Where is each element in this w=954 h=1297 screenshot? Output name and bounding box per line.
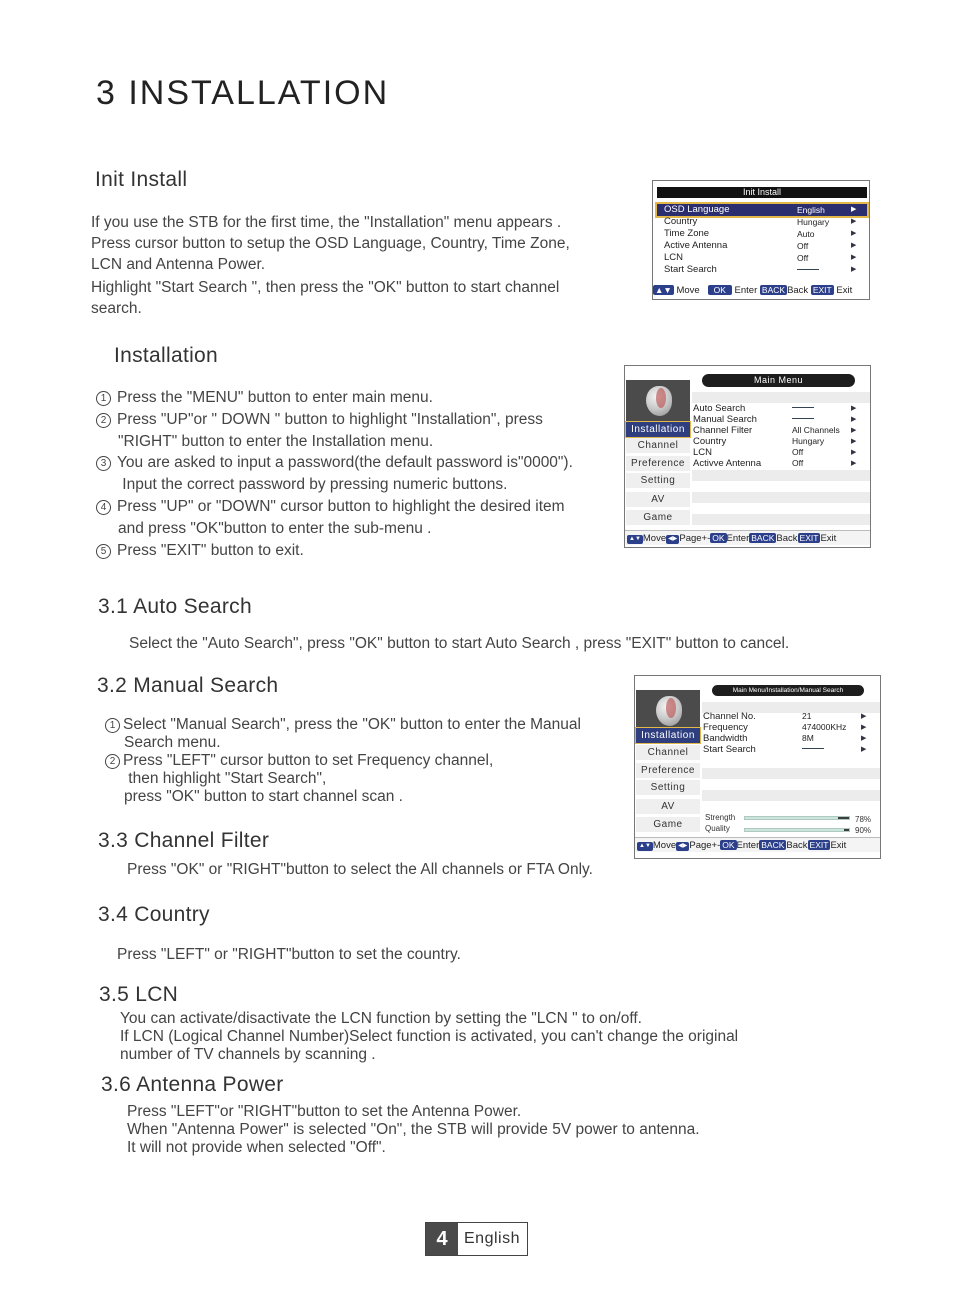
menu-row-channel-no[interactable] [703, 711, 875, 722]
paragraph-line: LCN and Antenna Power. [91, 256, 266, 273]
up-down-icon: ▲▼ [629, 536, 641, 542]
right-arrow-icon: ▶ [851, 230, 857, 237]
row-label: Activve Antenna [693, 458, 762, 469]
step-number: 2 [105, 754, 120, 769]
step-number: 1 [105, 718, 120, 733]
side-item-installation[interactable]: Installation [626, 422, 690, 437]
manual-search-screen [634, 675, 881, 859]
right-arrow-icon: ▶ [851, 427, 857, 434]
row-label: Channel Filter [693, 425, 753, 436]
paragraph-line: If LCN (Logical Channel Number)Select function is activated, you can't change the original [120, 1028, 739, 1045]
enter-arrow-icon [792, 414, 814, 425]
right-arrow-icon: ▶ [851, 449, 857, 456]
row-label: Active Antenna [664, 240, 728, 251]
row-label: Manual Search [693, 414, 757, 425]
strength-label: Strength [705, 813, 736, 822]
footer-enter: Enter [736, 840, 760, 851]
row-value: Off [792, 458, 804, 468]
menu-row-start-search[interactable] [657, 264, 867, 276]
step-line: Select "Manual Search", press the "OK" button to enter the Manual [123, 716, 581, 733]
step-4-cont: and press "OK"button to enter the sub-menu . [118, 519, 432, 537]
menu-row-lcn[interactable] [693, 447, 865, 458]
step-2-cont: "RIGHT" button to enter the Installation menu. [118, 432, 434, 450]
row-value: 8M [802, 733, 814, 743]
menu-row-active-antenna[interactable] [693, 458, 865, 469]
step-line: Press "UP"or " DOWN " button to highlight "Installation", press [117, 410, 543, 428]
step-line: Press the "MENU" button to enter main menu. [117, 389, 433, 406]
right-arrow-icon: ▶ [851, 405, 857, 412]
side-item-setting[interactable]: Setting [626, 473, 690, 488]
footer-page: Page+- [679, 533, 711, 544]
screen-footer [653, 284, 869, 298]
row-value: Off [792, 447, 804, 457]
tv-logo-image [626, 380, 690, 422]
row-label: Country [693, 436, 727, 447]
side-item-channel[interactable]: Channel [626, 438, 690, 453]
screen-title: Main Menu/Installation/Manual Search [712, 685, 864, 696]
side-item-channel[interactable]: Channel [636, 745, 700, 760]
exit-key: EXIT [812, 285, 832, 295]
right-arrow-icon: ▶ [851, 206, 857, 213]
manual-search-steps [105, 716, 630, 806]
row-label: Channel No. [703, 711, 756, 722]
menu-row-manual-search[interactable] [693, 414, 865, 425]
side-item-installation[interactable]: Installation [636, 728, 700, 743]
side-item-av[interactable]: AV [626, 492, 690, 507]
up-down-icon: ▲▼ [655, 285, 672, 295]
step-1-cont: Search menu. [124, 734, 221, 751]
right-arrow-icon: ▶ [851, 416, 857, 423]
menu-row-channel-filter[interactable] [693, 425, 865, 436]
menu-row-time-zone[interactable] [657, 228, 867, 240]
page-footer [425, 1222, 528, 1256]
paragraph-line: search. [91, 300, 142, 317]
paragraph-line: You can activate/disactivate the LCN function by setting the "LCN " to on/off. [120, 1010, 642, 1027]
enter-arrow-icon [792, 403, 814, 414]
screen-title: Main Menu [702, 374, 855, 387]
section-heading-channel-filter: 3.3 Channel Filter [98, 829, 270, 852]
step-4 [96, 496, 616, 518]
right-arrow-icon: ▶ [851, 218, 857, 225]
paragraph-line: If you use the STB for the first time, the "Installation" menu appears . [91, 214, 562, 231]
row-label: Auto Search [693, 403, 746, 414]
menu-row-country[interactable] [693, 436, 865, 447]
row-label: Time Zone [664, 228, 710, 239]
row-value: 21 [802, 711, 812, 721]
back-key: BACK [761, 285, 786, 295]
right-arrow-icon: ▶ [851, 460, 857, 467]
step-number: 2 [96, 413, 111, 428]
side-item-preference[interactable]: Preference [626, 456, 690, 471]
step-3 [96, 452, 616, 474]
row-label: Country [664, 216, 698, 227]
right-arrow-icon: ▶ [851, 266, 857, 273]
step-5 [96, 540, 616, 562]
right-arrow-icon: ▶ [861, 724, 867, 731]
right-arrow-icon: ▶ [861, 735, 867, 742]
menu-row-auto-search[interactable] [693, 403, 865, 414]
menu-row-start-search[interactable] [703, 744, 875, 755]
side-item-setting[interactable]: Setting [636, 780, 700, 795]
footer-exit: Exit [830, 840, 847, 851]
menu-row-country[interactable] [657, 216, 867, 228]
step-line: Press "UP" or "DOWN" cursor button to highlight the desired item [117, 497, 565, 515]
exit-key: EXIT [809, 840, 829, 850]
section-heading-lcn: 3.5 LCN [99, 983, 179, 1006]
init-install-text [91, 212, 631, 319]
section-heading-auto-search: 3.1 Auto Search [98, 595, 252, 618]
right-arrow-icon: ▶ [851, 438, 857, 445]
lcn-text [120, 1010, 738, 1064]
step-2-cont: press "OK" button to start channel scan . [124, 788, 403, 805]
footer-move: Move [676, 285, 700, 296]
row-label: Bandwidth [703, 733, 748, 744]
section-heading-country: 3.4 Country [98, 903, 210, 926]
section-heading-antenna-power: 3.6 Antenna Power [101, 1073, 284, 1096]
section-heading-manual-search: 3.2 Manual Search [97, 674, 279, 697]
auto-search-text: Select the "Auto Search", press "OK" button to start Auto Search , press "EXIT" button to cancel. [129, 635, 790, 652]
footer-page: Page+- [689, 840, 721, 851]
row-value: Hungary [792, 436, 825, 446]
row-value: Auto [797, 229, 815, 239]
paragraph-line: It will not provide when selected "Off". [127, 1139, 386, 1156]
side-item-game[interactable]: Game [626, 510, 690, 525]
paragraph-line: When "Antenna Power" is selected "On", the STB will provide 5V power to antenna. [127, 1121, 700, 1138]
screen-footer [625, 530, 870, 545]
right-arrow-icon: ▶ [861, 713, 867, 720]
tv-logo-image [636, 690, 700, 732]
up-down-icon: ▲▼ [639, 843, 651, 849]
row-label: OSD Language [664, 204, 730, 215]
page-icon: ◀▶ [668, 536, 678, 542]
paragraph-line: Press cursor button to setup the OSD Language, Country, Time Zone, [91, 235, 570, 252]
step-line: Press "LEFT" cursor button to set Frequency channel, [123, 752, 494, 769]
paragraph-line: Press "LEFT"or "RIGHT"button to set the Antenna Power. [127, 1103, 522, 1120]
quality-label: Quality [705, 824, 730, 833]
row-value: 474000KHz [802, 722, 847, 732]
page-language: English [464, 1230, 520, 1247]
step-2-cont: then highlight "Start Search", [124, 770, 327, 787]
exit-key: EXIT [799, 533, 819, 543]
right-arrow-icon: ▶ [851, 242, 857, 249]
strength-bar [744, 816, 850, 820]
row-label: Frequency [703, 722, 748, 733]
screen-footer [635, 837, 880, 852]
row-label: LCN [664, 252, 684, 263]
section-heading-installation: Installation [114, 344, 218, 367]
paragraph-line: Highlight "Start Search ", then press the "OK" button to start channel [91, 279, 560, 296]
back-key: BACK [761, 840, 785, 850]
side-item-preference[interactable]: Preference [636, 763, 700, 778]
side-item-av[interactable]: AV [636, 799, 700, 814]
side-item-game[interactable]: Game [636, 817, 700, 832]
footer-back: Back [786, 840, 808, 851]
menu-row-lcn[interactable] [657, 252, 867, 264]
page-title: 3 INSTALLATION [96, 74, 390, 112]
step-1 [96, 387, 616, 409]
strength-value: 78% [855, 815, 872, 824]
ok-key: OK [708, 285, 732, 295]
footer-move: Move [652, 840, 677, 851]
ok-key: OK [722, 840, 735, 850]
footer-enter: Enter [734, 285, 758, 296]
row-value: Off [797, 241, 809, 251]
enter-arrow-icon [797, 264, 819, 276]
row-value: All Channels [792, 425, 840, 435]
row-value: English [797, 205, 825, 215]
menu-row-active-antenna[interactable] [657, 240, 867, 252]
step-number: 3 [96, 456, 111, 471]
menu-row-osd-language[interactable] [657, 204, 867, 216]
footer-back: Back [787, 285, 809, 296]
init-install-screen [652, 180, 870, 300]
paragraph-line: number of TV channels by scanning . [120, 1046, 376, 1063]
antenna-power-text [127, 1103, 700, 1157]
footer-back: Back [776, 533, 798, 544]
row-value: Off [797, 253, 809, 263]
back-key: BACK [751, 533, 775, 543]
menu-row-frequency[interactable] [703, 722, 875, 733]
quality-bar [744, 828, 850, 832]
step-2 [96, 409, 616, 431]
step-number: 1 [96, 391, 111, 406]
section-heading-init-install: Init Install [95, 168, 188, 191]
row-label: LCN [693, 447, 713, 458]
step-line: Press "EXIT" button to exit. [117, 541, 304, 559]
right-arrow-icon: ▶ [861, 746, 867, 753]
step-2 [105, 752, 630, 770]
page-icon: ◀▶ [678, 843, 688, 849]
installation-steps [96, 387, 616, 561]
footer-exit: Exit [836, 285, 853, 296]
ok-key: OK [712, 533, 725, 543]
channel-filter-text: Press "OK" or "RIGHT"button to select the All channels or FTA Only. [127, 861, 593, 878]
step-number: 5 [96, 544, 111, 559]
screen-title: Init Install [657, 187, 867, 198]
row-label: Start Search [664, 264, 717, 275]
right-arrow-icon: ▶ [851, 254, 857, 261]
enter-arrow-icon [802, 744, 824, 755]
page-number: 4 [426, 1223, 458, 1255]
step-1 [105, 716, 630, 734]
footer-move: Move [642, 533, 667, 544]
step-line: You are asked to input a password(the default password is"0000"). [117, 454, 573, 472]
country-text: Press "LEFT" or "RIGHT"button to set the country. [117, 946, 461, 963]
step-3-cont: Input the correct password by pressing numeric buttons. [118, 476, 508, 494]
quality-value: 90% [855, 826, 872, 835]
footer-enter: Enter [726, 533, 750, 544]
step-number: 4 [96, 500, 111, 515]
footer-exit: Exit [820, 533, 837, 544]
row-label: Start Search [703, 744, 756, 755]
menu-row-bandwidth[interactable] [703, 733, 875, 744]
main-menu-screen [624, 365, 871, 548]
row-value: Hungary [797, 217, 830, 227]
